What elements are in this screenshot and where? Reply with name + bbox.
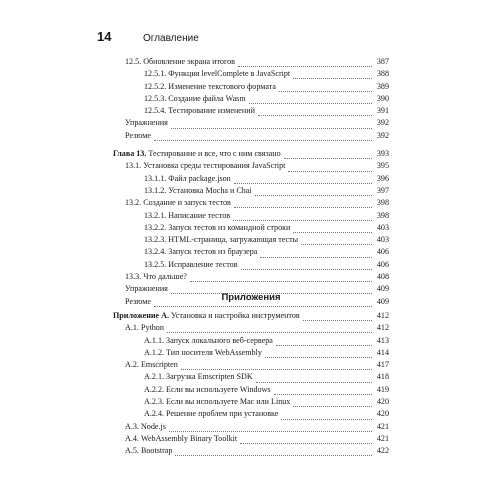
toc-entry (113, 105, 389, 117)
dot-leader (265, 350, 372, 358)
toc-entry-title: Резюме (125, 130, 151, 140)
toc-entry (113, 408, 389, 420)
toc-entry (113, 173, 389, 185)
toc-entry (113, 310, 389, 322)
toc-list-chapters (113, 56, 389, 308)
toc-entry-text (113, 259, 240, 271)
toc-entry-page: 420 (376, 397, 389, 407)
toc-entry-title: 13.1. Установка среды тестирования JavaScript (125, 161, 286, 171)
dot-leader (303, 313, 372, 321)
toc-entry (113, 371, 389, 383)
dot-leader (167, 325, 372, 333)
toc-entry-text (113, 56, 237, 68)
toc-entry-title: 13.2.3. HTML-страница, загружающая тесты (144, 235, 299, 245)
toc-entry-text (113, 234, 300, 246)
toc-entry (113, 68, 389, 80)
toc-entry-page: 389 (376, 81, 389, 91)
dot-leader (234, 176, 372, 184)
dot-leader (234, 200, 372, 208)
toc-entry (113, 396, 389, 408)
dot-leader (181, 362, 372, 370)
toc-entry-page: 395 (376, 161, 389, 171)
toc-entry-page: 409 (376, 284, 389, 294)
toc-entry-page: 392 (376, 130, 389, 140)
toc-entry-text (113, 105, 257, 117)
toc-entry-page: 387 (376, 57, 389, 66)
dot-leader (276, 338, 372, 346)
dot-leader (284, 151, 372, 159)
toc-entry-title: А.5. Bootstrap (125, 446, 173, 456)
dot-leader (249, 96, 372, 104)
toc-entry (113, 384, 389, 396)
toc-entry-title: 12.5.4. Тестирование изменений (144, 106, 255, 116)
toc-entry (113, 421, 389, 433)
dot-leader (175, 448, 372, 456)
dot-leader (241, 262, 372, 270)
toc-entry-text (113, 160, 287, 172)
toc-entry-title: Упражнения (125, 284, 168, 294)
toc-entry-title: Установка и настройка инструментов (169, 311, 300, 320)
dot-leader (293, 71, 372, 79)
toc-entry-page: 388 (376, 69, 389, 79)
toc-entry-page: 414 (376, 347, 389, 357)
toc-entry-title: А.2.4. Решение проблем при установке (144, 409, 279, 419)
toc-entry-page: 409 (376, 296, 389, 306)
dot-leader (293, 225, 372, 233)
dot-leader (154, 133, 372, 141)
toc-entry (113, 359, 389, 371)
dot-leader (301, 237, 372, 245)
dot-leader (274, 387, 372, 395)
toc-entry-page: 408 (376, 272, 389, 282)
toc-entry-page: 421 (376, 421, 389, 431)
dot-leader (233, 213, 372, 221)
toc-entry-page: 412 (376, 323, 389, 333)
toc-entry-title: А.1.2. Тип носителя WebAssembly (144, 347, 262, 357)
toc-entry (113, 130, 389, 142)
toc-entry (113, 322, 389, 334)
toc-entry (113, 148, 389, 160)
toc-entry-title: А.2.3. Если вы используете Mac или Linux (144, 397, 291, 407)
dot-leader (281, 412, 372, 420)
toc-entry-title: 13.2.2. Запуск тестов из командной строки (144, 222, 291, 232)
toc-entry-page: 412 (376, 311, 389, 320)
toc-entry-page: 398 (376, 210, 389, 220)
toc-entry-page: 421 (376, 433, 389, 443)
dot-leader (256, 375, 372, 383)
toc-entry-title: 12.5. Обновление экрана итогов (125, 57, 235, 66)
toc-entry (113, 335, 389, 347)
toc-entry-page: 403 (376, 235, 389, 245)
toc-entry-title: 13.2. Создание и запуск тестов (125, 198, 231, 208)
toc-entry-title: А.2.2. Если вы используете Windows (144, 384, 271, 394)
dot-leader (260, 250, 372, 258)
toc-entry-text (113, 222, 292, 234)
toc-entry-page: 393 (376, 149, 389, 159)
toc-entry-label: Приложение А. (113, 311, 170, 320)
toc-entry-title: А.1.1. Запуск локального веб-сервера (144, 335, 273, 345)
toc-entry-title: Резюме (125, 296, 151, 306)
toc-entry (113, 93, 389, 105)
toc-entry-text (113, 384, 273, 396)
appendix-heading: Приложения (221, 292, 281, 303)
toc-entry-text (113, 197, 233, 209)
toc-entry (113, 271, 389, 283)
toc-entry (113, 347, 389, 359)
toc-entry (113, 259, 389, 271)
toc-entry-title: 12.5.1. Функция levelComplete в JavaScript (144, 69, 291, 79)
dot-leader (240, 436, 372, 444)
toc-entry-page: 390 (376, 93, 389, 103)
toc-entry-page: 418 (376, 372, 389, 382)
toc-entry-text (113, 185, 254, 197)
toc-entry-page: 406 (376, 247, 389, 257)
toc-entry-text (113, 246, 259, 258)
toc-entry-text (113, 421, 168, 433)
toc-entry-text (113, 81, 278, 93)
page-header (97, 29, 417, 47)
toc-entry-title: 12.5.2. Изменение текстового формата (144, 81, 276, 91)
toc-entry (113, 210, 389, 222)
dot-leader (288, 164, 372, 172)
toc-entry (113, 56, 389, 68)
toc-entry-page: 406 (376, 259, 389, 269)
toc-entry-text (113, 148, 283, 160)
toc-entry-title: 13.2.1. Написание тестов (144, 210, 231, 220)
toc-entry-title: 13.2.5. Исправление тестов (144, 259, 238, 269)
page-title: Оглавление (143, 33, 199, 44)
toc-entry-text (113, 322, 166, 334)
toc-entry (113, 81, 389, 93)
toc-entry-text (113, 117, 170, 129)
toc-entry-text (113, 173, 233, 185)
dot-leader (169, 424, 372, 432)
toc-entry-title: А.3. Node.js (125, 421, 166, 431)
toc-entry-text (113, 433, 239, 445)
toc-entry-text (113, 93, 248, 105)
toc-entry-title: 12.5.3. Создание файла Wasm (144, 93, 246, 103)
toc-entry-text (113, 68, 292, 80)
toc-entry-page: 403 (376, 222, 389, 232)
toc-entry-title: А.2.1. Загрузка Emscripten SDK (144, 372, 253, 382)
toc-entry-page: 396 (376, 173, 389, 183)
toc-entry-title: 13.1.1. Файл package.json (144, 173, 231, 183)
toc-entry-text (113, 271, 189, 283)
toc-entry-title: А.2. Emscripten (125, 360, 178, 370)
toc-entry-text (113, 347, 264, 359)
toc-entry-text (113, 371, 255, 383)
toc-entry-page: 392 (376, 118, 389, 128)
toc-entry-title: 13.2.4. Запуск тестов из браузера (144, 247, 258, 257)
dot-leader (293, 399, 372, 407)
toc-entry-title: 13.3. Что дальше? (125, 272, 187, 282)
toc-entry-page: 420 (376, 409, 389, 419)
toc-entry-title: 13.1.2. Установка Mocha и Chai (144, 185, 252, 195)
toc-entry-text (113, 396, 292, 408)
toc-entry-page: 422 (376, 446, 389, 456)
toc-entry-page: 413 (376, 335, 389, 345)
toc-entry-text (113, 359, 180, 371)
toc-entry-page: 397 (376, 185, 389, 195)
dot-leader (279, 84, 372, 92)
toc-entry (113, 433, 389, 445)
toc-list-appendices (113, 310, 389, 458)
toc-entry-text (113, 445, 174, 457)
toc-entry (113, 222, 389, 234)
toc-entry-title: Упражнения (125, 118, 168, 128)
toc-entry (113, 160, 389, 172)
toc-entry-label: Глава 13. (113, 149, 147, 159)
page-number: 14 (97, 29, 112, 44)
toc-entry (113, 197, 389, 209)
toc-entry (113, 445, 389, 457)
dot-leader (190, 274, 372, 282)
toc-entry-text (113, 310, 302, 322)
toc-entry (113, 246, 389, 258)
dot-leader (238, 59, 372, 67)
toc-entry-text (113, 210, 232, 222)
toc-entry-title: А.4. WebAssembly Binary Toolkit (125, 433, 238, 443)
toc-entry-page: 419 (376, 384, 389, 394)
toc-entry (113, 234, 389, 246)
toc-entry-text (113, 408, 280, 420)
toc-entry-text (113, 130, 153, 142)
toc-entry-title: А.1. Python (125, 323, 164, 333)
dot-leader (171, 121, 372, 129)
toc-entry-text (113, 335, 275, 347)
toc-entry-page: 398 (376, 198, 389, 208)
dot-leader (258, 108, 372, 116)
dot-leader (255, 188, 372, 196)
toc-entry-page: 391 (376, 106, 389, 116)
toc-entry-title: Тестирование и все, что с ним связано (146, 149, 281, 159)
toc-entry-page: 417 (376, 360, 389, 370)
toc-entry (113, 185, 389, 197)
toc-entry (113, 117, 389, 129)
